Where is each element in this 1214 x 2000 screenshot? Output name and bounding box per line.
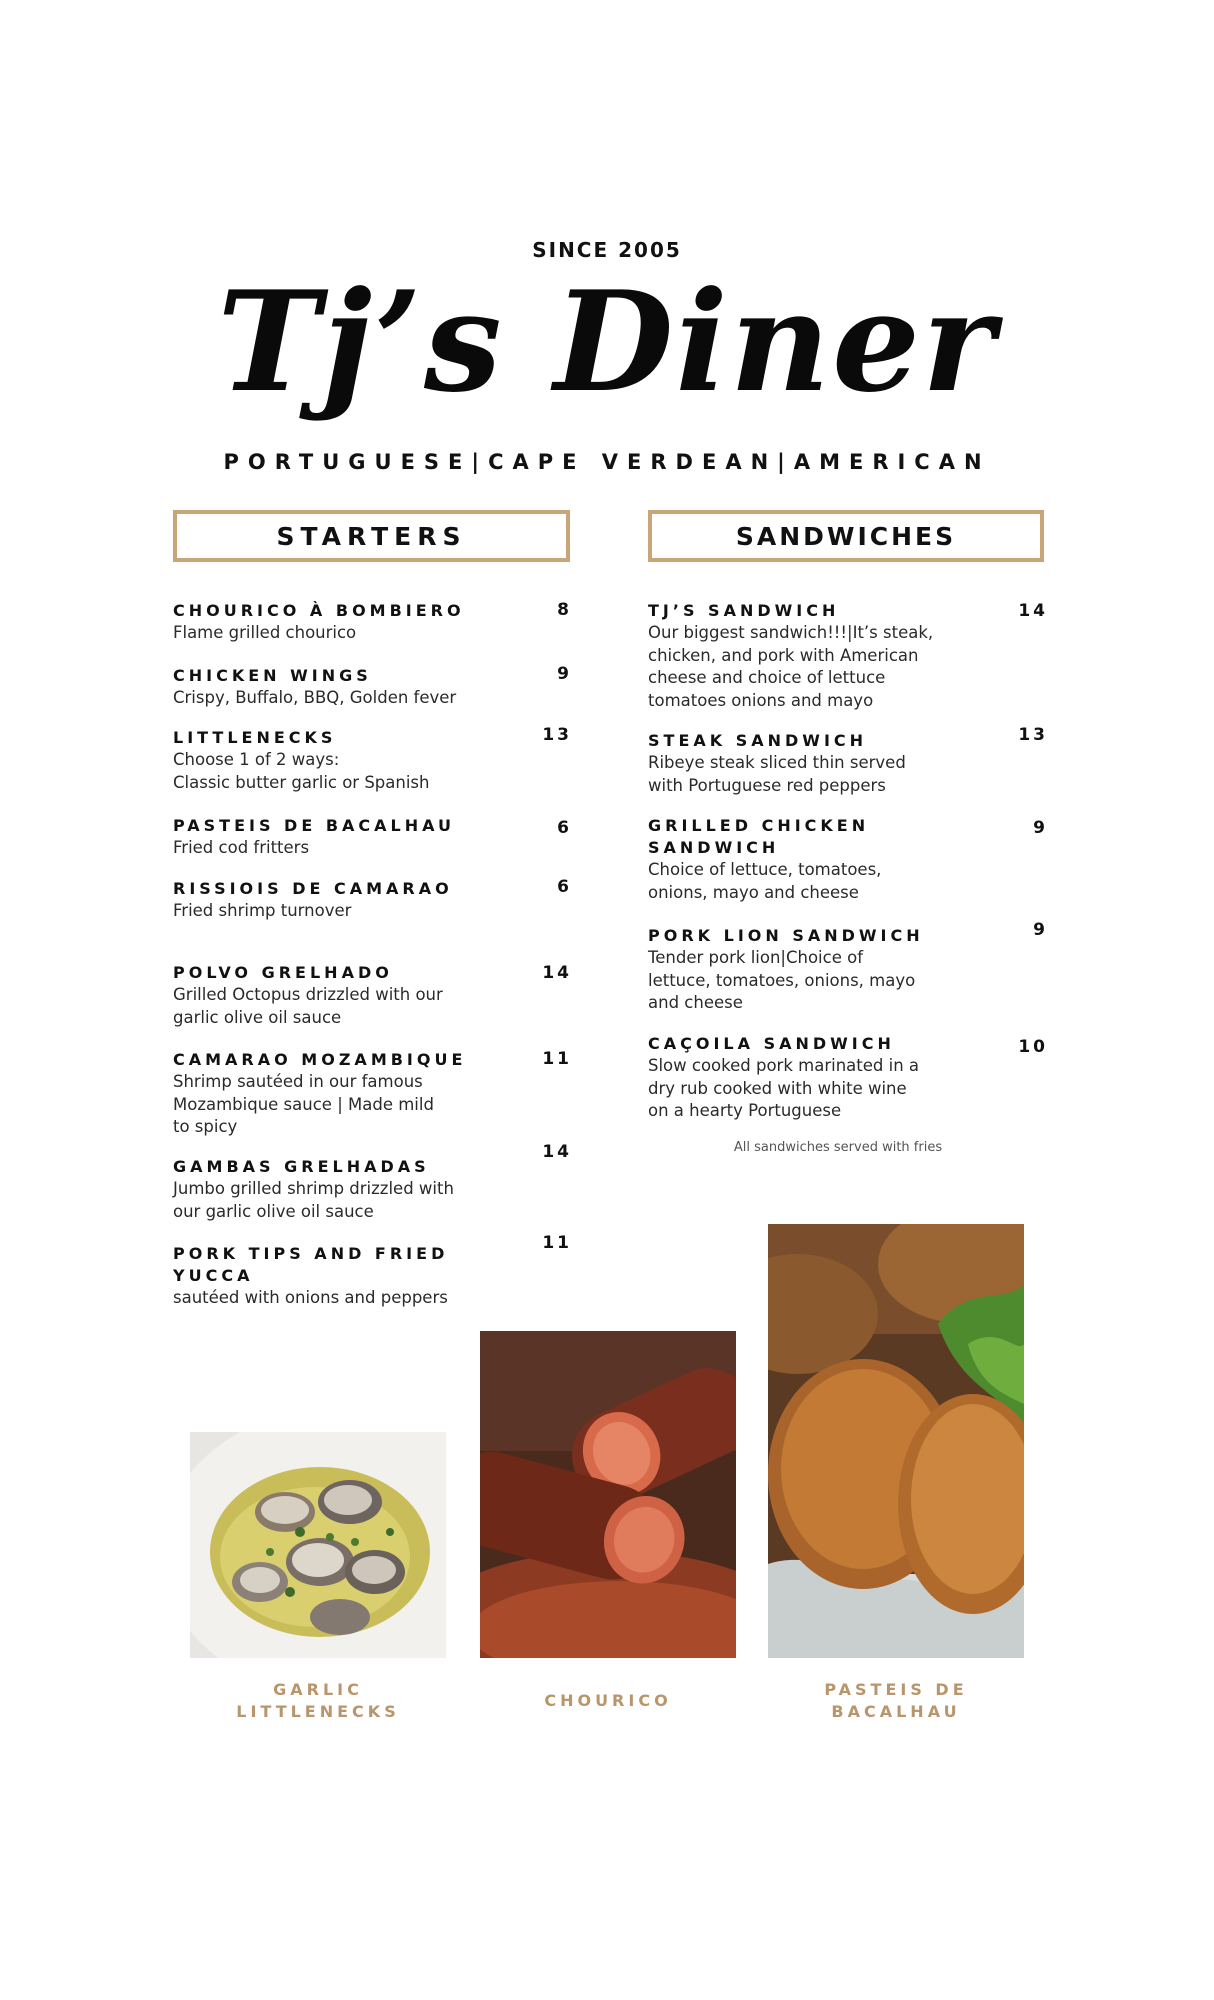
item-price: 13	[1018, 725, 1048, 745]
item-name: GAMBAS GRELHADAS	[173, 1157, 430, 1176]
item-description: Jumbo grilled shrimp drizzled with our garlic olive oil sauce	[173, 1179, 454, 1221]
item-description: Choice of lettuce, tomatoes, onions, mayo and cheese	[648, 860, 882, 902]
item-price: 14	[542, 963, 572, 983]
sandwiches-heading: SANDWICHES	[648, 510, 1044, 562]
item-description: Slow cooked pork marinated in a dry rub cooked with white wine on a hearty Portuguese	[648, 1056, 920, 1120]
menu-item	[648, 600, 933, 712]
item-name: PASTEIS DE BACALHAU	[173, 816, 456, 835]
item-name: PORK TIPS AND FRIED YUCCA	[173, 1244, 449, 1285]
item-name: GRILLED CHICKEN SANDWICH	[648, 816, 870, 857]
starters-heading: STARTERS	[173, 510, 570, 562]
menu-item	[173, 878, 453, 923]
item-description: Grilled Octopus drizzled with our garlic olive oil sauce	[173, 985, 443, 1027]
photo-caption: GARLIC LITTLENECKS	[236, 1680, 400, 1721]
item-description: Fried shrimp turnover	[173, 901, 352, 920]
item-name: CHICKEN WINGS	[173, 666, 372, 685]
photo-caption: PASTEIS DE BACALHAU	[824, 1680, 968, 1721]
item-name: RISSIOIS DE CAMARAO	[173, 879, 453, 898]
item-description: Flame grilled chourico	[173, 623, 357, 642]
item-price: 14	[1018, 601, 1048, 621]
item-price: 10	[1018, 1037, 1048, 1057]
menu-item	[173, 1156, 454, 1223]
item-name: CHOURICO À BOMBIERO	[173, 601, 465, 620]
item-name: CAMARAO MOZAMBIQUE	[173, 1050, 467, 1069]
item-price: 9	[1033, 920, 1048, 940]
sausage-photo	[480, 1331, 736, 1658]
item-price: 11	[542, 1049, 572, 1069]
item-price: 13	[542, 725, 572, 745]
item-description: Ribeye steak sliced thin served with Portuguese red peppers	[648, 753, 906, 795]
item-name: PORK LION SANDWICH	[648, 926, 924, 945]
item-description: Tender pork lion|Choice of lettuce, tomatoes, onions, mayo and cheese	[648, 948, 916, 1012]
photo-caption: CHOURICO	[544, 1691, 672, 1710]
item-price: 6	[557, 818, 572, 838]
menu-item	[173, 962, 443, 1029]
menu-item	[173, 600, 465, 645]
menu-item	[173, 727, 430, 794]
item-price: 8	[557, 600, 572, 620]
item-name: CAÇOILA SANDWICH	[648, 1034, 895, 1053]
since-label: SINCE 2005	[532, 238, 682, 262]
item-name: TJ’S SANDWICH	[648, 601, 840, 620]
menu-item	[173, 1049, 466, 1139]
menu-item	[173, 1243, 448, 1310]
item-name: POLVO GRELHADO	[173, 963, 393, 982]
item-price: 14	[542, 1142, 572, 1162]
item-price: 9	[557, 664, 572, 684]
item-name: LITTLENECKS	[173, 728, 337, 747]
item-description: Shrimp sautéed in our famous Mozambique sauce | Made mild to spicy	[173, 1072, 434, 1136]
menu-item	[648, 815, 881, 904]
restaurant-title: Tj’s Diner	[217, 260, 997, 423]
clams-photo	[190, 1432, 446, 1658]
item-description: Fried cod fritters	[173, 838, 310, 857]
menu-item	[173, 665, 456, 710]
menu-item	[648, 730, 906, 797]
item-price: 6	[557, 877, 572, 897]
item-price: 9	[1033, 818, 1048, 838]
fritters-photo	[768, 1224, 1024, 1658]
item-price: 11	[542, 1233, 572, 1253]
menu-item	[648, 925, 924, 1015]
item-description: Choose 1 of 2 ways: Classic butter garlic or Spanish	[173, 750, 430, 792]
menu-item	[173, 815, 455, 860]
item-description: Our biggest sandwich!!!|It’s steak, chicken, and pork with American cheese and choice of lettuce tomatoes onions and mayo	[648, 623, 934, 710]
sandwiches-note: All sandwiches served with fries	[733, 1140, 943, 1155]
menu-item	[648, 1033, 919, 1123]
item-description: Crispy, Buffalo, BBQ, Golden fever	[173, 688, 457, 707]
item-name: STEAK SANDWICH	[648, 731, 868, 750]
item-description: sautéed with onions and peppers	[173, 1288, 448, 1307]
cuisine-tagline: PORTUGUESE|CAPE VERDEAN|AMERICAN	[223, 450, 991, 474]
